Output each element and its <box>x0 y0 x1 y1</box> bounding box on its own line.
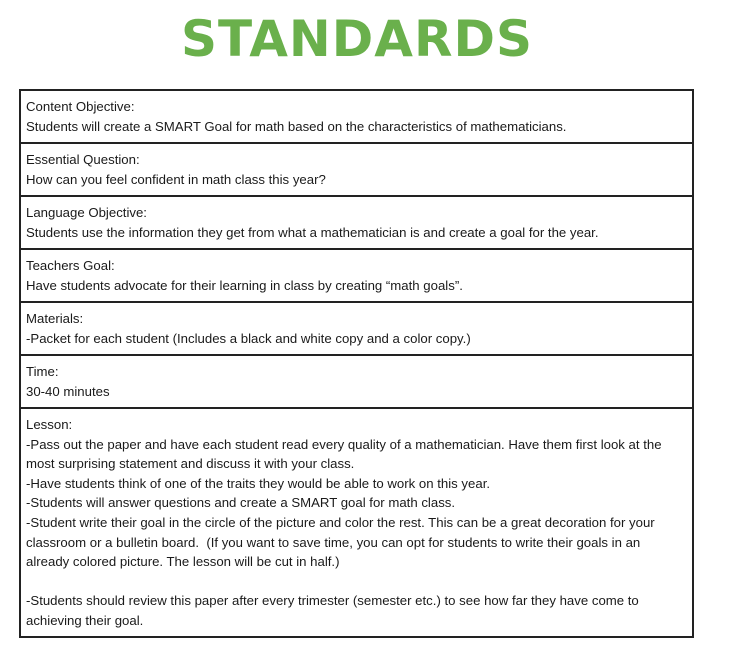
row-text: -Have students think of one of the traits they would be able to work on this year. <box>26 475 491 491</box>
row-text: 30-40 minutes <box>26 383 110 399</box>
row-text: Have students advocate for their learning in class by creating “math goals”. <box>26 277 463 293</box>
table-row-time <box>21 356 692 409</box>
row-text: -Students will answer questions and create a SMART goal for math class. <box>26 495 456 511</box>
row-label: Lesson: <box>26 417 73 432</box>
row-text: achieving their goal. <box>26 612 144 628</box>
table-row-lesson <box>21 409 692 636</box>
blank-line <box>26 572 687 592</box>
row-text: most surprising statement and discuss it with your class. <box>26 456 355 472</box>
row-text: Students will create a SMART Goal for math based on the characteristics of mathematicians. <box>26 118 567 134</box>
row-text: classroom or a bulletin board. (If you want to save time, you can opt for students to write their goals in an <box>26 534 641 550</box>
table-row-language-objective <box>21 197 692 250</box>
row-text: already colored picture. The lesson will be cut in half.) <box>26 554 340 570</box>
page-title: STANDARDS <box>181 10 533 68</box>
row-text: How can you feel confident in math class this year? <box>26 171 326 187</box>
row-label: Materials: <box>26 311 84 326</box>
row-label: Language Objective: <box>26 205 147 220</box>
row-text: -Packet for each student (Includes a black and white copy and a color copy.) <box>26 330 471 346</box>
row-label: Essential Question: <box>26 152 140 167</box>
row-label: Content Objective: <box>26 99 135 114</box>
table-row-essential-question <box>21 144 692 197</box>
table-row-materials <box>21 303 692 356</box>
row-text: Students use the information they get from what a mathematician is and create a goal for the year. <box>26 224 599 240</box>
row-text: -Student write their goal in the circle of the picture and color the rest. This can be a great decoration for your <box>26 514 655 530</box>
row-text: -Pass out the paper and have each student read every quality of a mathematician. Have them first look at the <box>26 436 662 452</box>
row-label: Time: <box>26 364 59 379</box>
row-label: Teachers Goal: <box>26 258 115 273</box>
table-row-content-objective <box>21 91 692 144</box>
standards-table <box>19 89 694 638</box>
table-row-teachers-goal <box>21 250 692 303</box>
row-text: -Students should review this paper after every trimester (semester etc.) to see how far they have come to <box>26 593 639 609</box>
